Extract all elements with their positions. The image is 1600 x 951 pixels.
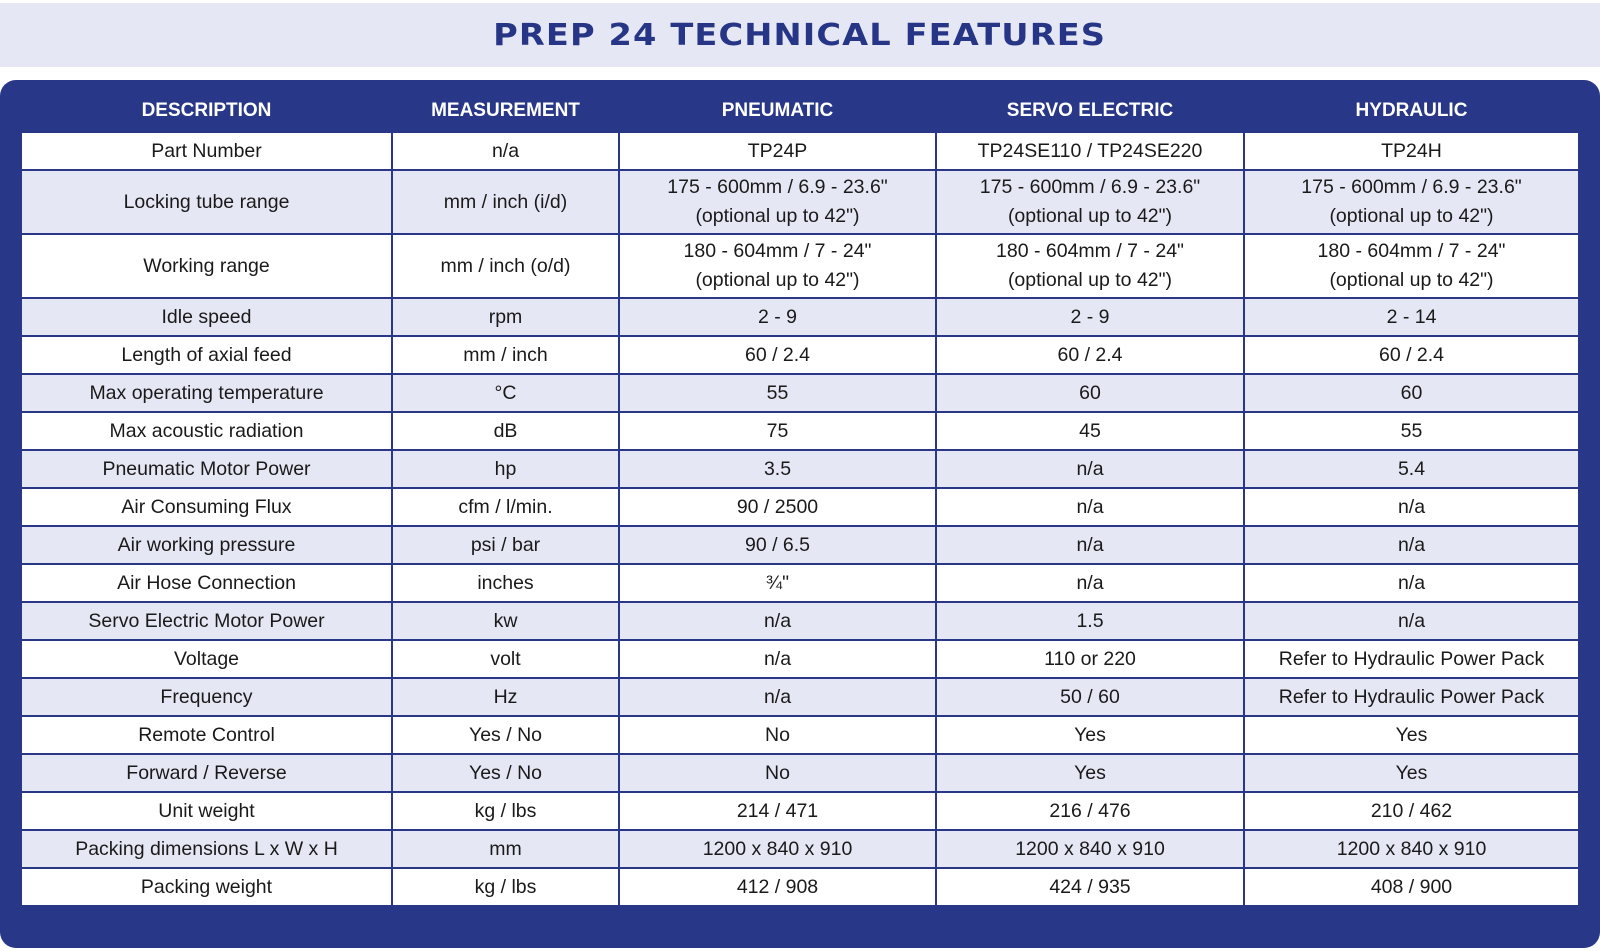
cell-pneumatic: n/a — [619, 602, 936, 640]
cell-servo-electric: 1.5 — [936, 602, 1244, 640]
cell-hydraulic: Refer to Hydraulic Power Pack — [1244, 678, 1579, 716]
header-servo-electric: SERVO ELECTRIC — [936, 91, 1244, 132]
cell-hydraulic: n/a — [1244, 564, 1579, 602]
cell-hydraulic: n/a — [1244, 526, 1579, 564]
cell-value: 180 - 604mm / 7 - 24" — [996, 240, 1184, 262]
cell-description: Air working pressure — [21, 526, 392, 564]
cell-pneumatic: n/a — [619, 678, 936, 716]
cell-pneumatic: 1200 x 840 x 910 — [619, 830, 936, 868]
cell-value: 175 - 600mm / 6.9 - 23.6" — [667, 176, 888, 198]
cell-hydraulic: Yes — [1244, 754, 1579, 792]
table-row — [21, 602, 1579, 640]
cell-hydraulic: n/a — [1244, 602, 1579, 640]
cell-pneumatic: 55 — [619, 374, 936, 412]
table-row — [21, 450, 1579, 488]
cell-hydraulic — [1244, 170, 1579, 234]
optional-note: (optional up to 42") — [1007, 269, 1173, 291]
cell-description: Packing weight — [21, 868, 392, 906]
cell-servo-electric: 45 — [936, 412, 1244, 450]
cell-measurement: psi / bar — [392, 526, 619, 564]
table-row — [21, 564, 1579, 602]
table-row — [21, 336, 1579, 374]
cell-servo-electric: 110 or 220 — [936, 640, 1244, 678]
cell-measurement: °C — [392, 374, 619, 412]
cell-pneumatic: 3.5 — [619, 450, 936, 488]
optional-note: (optional up to 42") — [1007, 205, 1173, 227]
cell-servo-electric: 216 / 476 — [936, 792, 1244, 830]
cell-servo-electric: 424 / 935 — [936, 868, 1244, 906]
cell-description: Working range — [21, 234, 392, 298]
cell-measurement: n/a — [392, 132, 619, 170]
cell-hydraulic: 5.4 — [1244, 450, 1579, 488]
table-row — [21, 792, 1579, 830]
table-row — [21, 298, 1579, 336]
cell-value: 180 - 604mm / 7 - 24" — [683, 240, 872, 262]
cell-servo-electric: 60 / 2.4 — [936, 336, 1244, 374]
table-row — [21, 640, 1579, 678]
cell-pneumatic: ¾" — [619, 564, 936, 602]
table-row — [21, 830, 1579, 868]
cell-servo-electric: n/a — [936, 450, 1244, 488]
cell-pneumatic — [619, 234, 936, 298]
table-row — [21, 526, 1579, 564]
header-row — [21, 91, 1579, 132]
cell-description: Air Consuming Flux — [21, 488, 392, 526]
cell-servo-electric: 50 / 60 — [936, 678, 1244, 716]
cell-pneumatic: TP24P — [619, 132, 936, 170]
spec-table — [20, 91, 1580, 907]
cell-servo-electric: 60 — [936, 374, 1244, 412]
cell-measurement: Hz — [392, 678, 619, 716]
cell-hydraulic: 210 / 462 — [1244, 792, 1579, 830]
table-row — [21, 678, 1579, 716]
cell-measurement: mm — [392, 830, 619, 868]
cell-description: Forward / Reverse — [21, 754, 392, 792]
header-pneumatic: PNEUMATIC — [619, 91, 936, 132]
header-description: DESCRIPTION — [21, 91, 392, 132]
table-row — [21, 132, 1579, 170]
cell-hydraulic: 408 / 900 — [1244, 868, 1579, 906]
title-banner — [0, 3, 1600, 67]
cell-servo-electric: Yes — [936, 754, 1244, 792]
cell-hydraulic: n/a — [1244, 488, 1579, 526]
cell-pneumatic: 90 / 6.5 — [619, 526, 936, 564]
cell-measurement: mm / inch — [392, 336, 619, 374]
cell-hydraulic: 55 — [1244, 412, 1579, 450]
cell-pneumatic: 90 / 2500 — [619, 488, 936, 526]
table-row — [21, 868, 1579, 906]
cell-measurement: kw — [392, 602, 619, 640]
cell-servo-electric: 2 - 9 — [936, 298, 1244, 336]
cell-hydraulic: Refer to Hydraulic Power Pack — [1244, 640, 1579, 678]
cell-description: Pneumatic Motor Power — [21, 450, 392, 488]
cell-pneumatic: 214 / 471 — [619, 792, 936, 830]
cell-hydraulic: 60 — [1244, 374, 1579, 412]
cell-measurement: cfm / l/min. — [392, 488, 619, 526]
cell-measurement: dB — [392, 412, 619, 450]
cell-servo-electric: n/a — [936, 526, 1244, 564]
cell-measurement: mm / inch (i/d) — [392, 170, 619, 234]
cell-measurement: rpm — [392, 298, 619, 336]
cell-servo-electric — [936, 170, 1244, 234]
table-row — [21, 716, 1579, 754]
cell-measurement: inches — [392, 564, 619, 602]
page-title: PREP 24 TECHNICAL FEATURES — [493, 17, 1107, 53]
cell-description: Length of axial feed — [21, 336, 392, 374]
cell-servo-electric: 1200 x 840 x 910 — [936, 830, 1244, 868]
optional-note: (optional up to 42") — [1329, 205, 1494, 227]
cell-hydraulic: Yes — [1244, 716, 1579, 754]
table-row — [21, 170, 1579, 234]
cell-hydraulic — [1244, 234, 1579, 298]
cell-pneumatic: 75 — [619, 412, 936, 450]
cell-description: Max operating temperature — [21, 374, 392, 412]
cell-pneumatic: No — [619, 716, 936, 754]
cell-pneumatic: 60 / 2.4 — [619, 336, 936, 374]
cell-description: Max acoustic radiation — [21, 412, 392, 450]
cell-measurement: mm / inch (o/d) — [392, 234, 619, 298]
table-row — [21, 234, 1579, 298]
table-row — [21, 488, 1579, 526]
cell-description: Part Number — [21, 132, 392, 170]
cell-description: Air Hose Connection — [21, 564, 392, 602]
cell-hydraulic: 60 / 2.4 — [1244, 336, 1579, 374]
table-row — [21, 374, 1579, 412]
cell-servo-electric: n/a — [936, 488, 1244, 526]
cell-measurement: Yes / No — [392, 754, 619, 792]
cell-servo-electric: Yes — [936, 716, 1244, 754]
cell-hydraulic: TP24H — [1244, 132, 1579, 170]
cell-value: 180 - 604mm / 7 - 24" — [1317, 240, 1506, 262]
cell-hydraulic: 1200 x 840 x 910 — [1244, 830, 1579, 868]
cell-pneumatic: 2 - 9 — [619, 298, 936, 336]
cell-description: Unit weight — [21, 792, 392, 830]
table-row — [21, 754, 1579, 792]
cell-description: Remote Control — [21, 716, 392, 754]
cell-pneumatic: No — [619, 754, 936, 792]
cell-description: Frequency — [21, 678, 392, 716]
cell-hydraulic: 2 - 14 — [1244, 298, 1579, 336]
header-hydraulic: HYDRAULIC — [1244, 91, 1579, 132]
cell-servo-electric: n/a — [936, 564, 1244, 602]
cell-servo-electric: TP24SE110 / TP24SE220 — [936, 132, 1244, 170]
table-row — [21, 412, 1579, 450]
cell-measurement: Yes / No — [392, 716, 619, 754]
cell-description: Voltage — [21, 640, 392, 678]
spec-table-frame — [0, 80, 1600, 948]
cell-pneumatic — [619, 170, 936, 234]
optional-note: (optional up to 42") — [695, 205, 860, 227]
cell-value: 175 - 600mm / 6.9 - 23.6" — [979, 176, 1201, 198]
header-measurement: MEASUREMENT — [392, 91, 619, 132]
cell-measurement: kg / lbs — [392, 868, 619, 906]
cell-measurement: kg / lbs — [392, 792, 619, 830]
cell-description: Packing dimensions L x W x H — [21, 830, 392, 868]
cell-measurement: hp — [392, 450, 619, 488]
cell-description: Idle speed — [21, 298, 392, 336]
cell-description: Locking tube range — [21, 170, 392, 234]
cell-measurement: volt — [392, 640, 619, 678]
cell-value: 175 - 600mm / 6.9 - 23.6" — [1301, 176, 1522, 198]
cell-description: Servo Electric Motor Power — [21, 602, 392, 640]
optional-note: (optional up to 42") — [695, 269, 860, 291]
optional-note: (optional up to 42") — [1329, 269, 1494, 291]
cell-pneumatic: 412 / 908 — [619, 868, 936, 906]
cell-servo-electric — [936, 234, 1244, 298]
cell-pneumatic: n/a — [619, 640, 936, 678]
